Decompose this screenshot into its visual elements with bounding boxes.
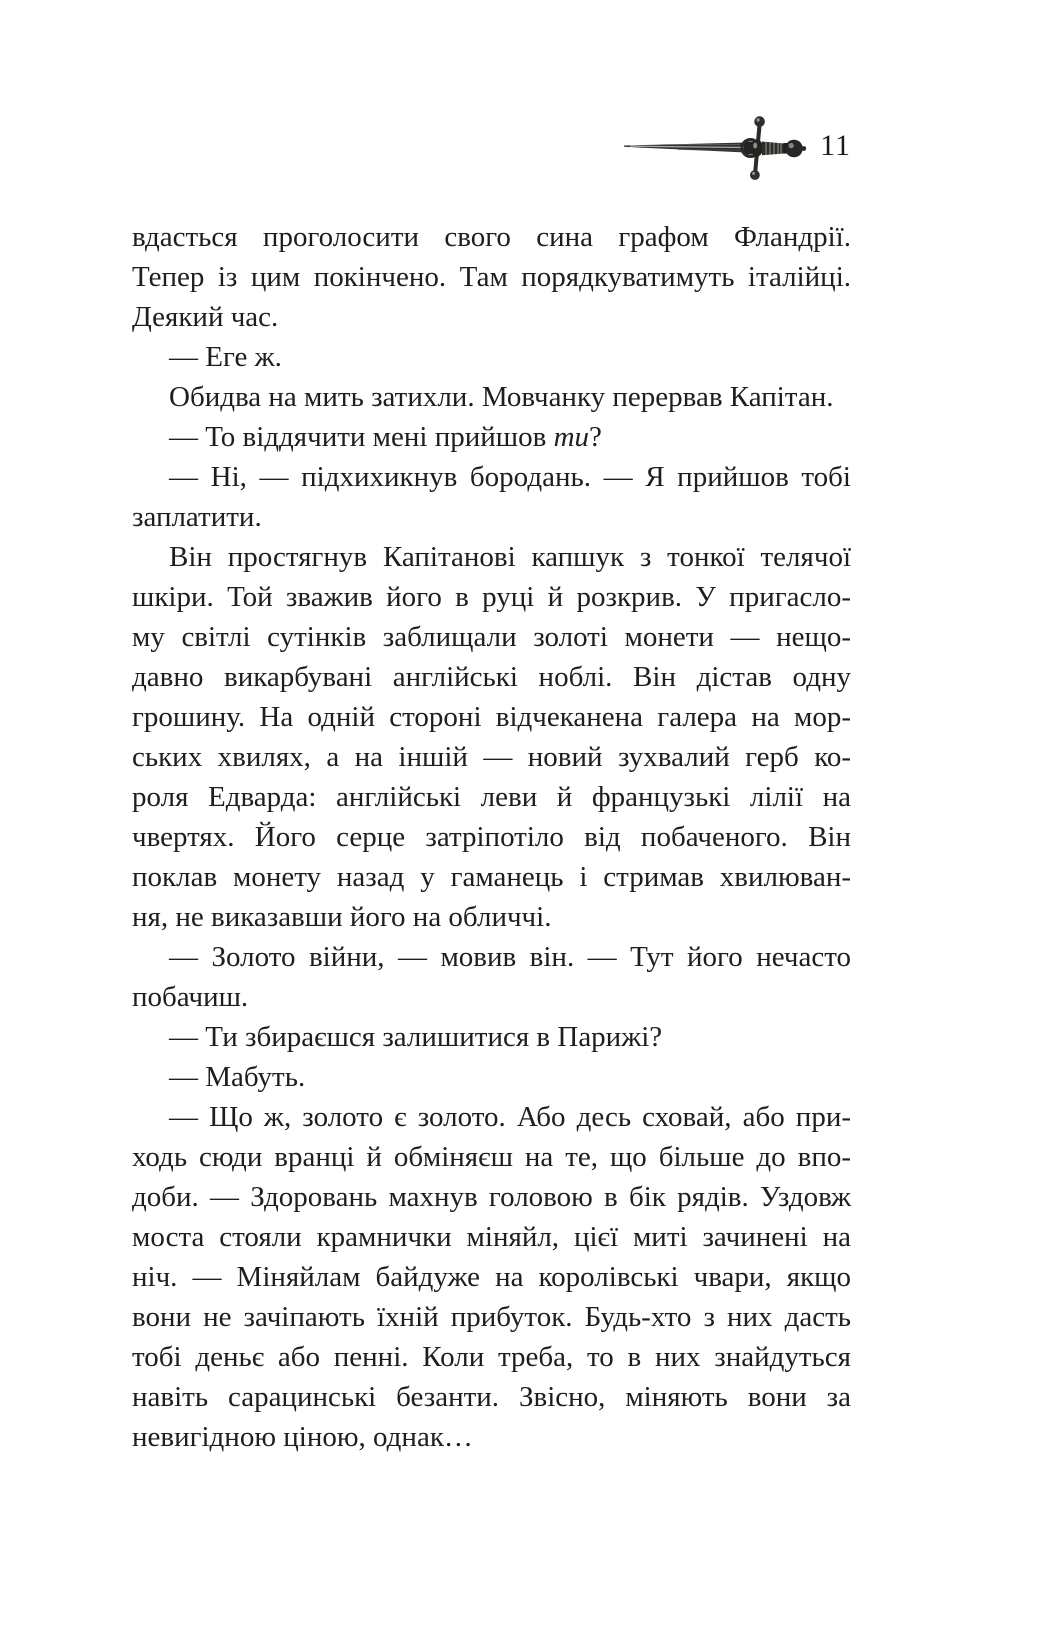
text-line	[132, 1257, 851, 1297]
text-line	[132, 1297, 851, 1337]
page-number: 11	[820, 129, 851, 162]
text-segment: чвертях. Його серце затріпотіло від побаченого. Він	[132, 821, 851, 853]
text-segment: му світлі сутінків заблищали золоті монети — нещо-	[132, 621, 851, 653]
paragraph	[132, 377, 851, 417]
text-segment: ?	[589, 421, 602, 453]
text-segment: тобі деньє або пенні. Коли треба, то в них знайдуться	[132, 1341, 851, 1373]
text-line	[132, 857, 851, 897]
text-segment: — Золото війни, — мовив він. — Тут його нечасто	[169, 941, 851, 973]
text-line	[132, 1017, 851, 1057]
text-line	[132, 217, 851, 257]
text-line	[132, 1057, 851, 1097]
text-line	[132, 937, 851, 977]
paragraph	[132, 217, 851, 337]
text-line	[132, 817, 851, 857]
text-segment: Обидва на мить затихли. Мовчанку перервав Капітан.	[169, 381, 834, 413]
text-line	[132, 537, 851, 577]
text-line	[132, 297, 851, 337]
paragraph	[132, 457, 851, 537]
text-segment: ходь сюди вранці й обміняєш на те, що більше до впо-	[132, 1141, 851, 1173]
text-line	[132, 1377, 851, 1417]
text-segment: роля Едварда: англійські леви й французькі лілії на	[132, 781, 851, 813]
text-line	[132, 657, 851, 697]
text-line	[132, 577, 851, 617]
page-text	[132, 217, 851, 1457]
text-segment: — Еге ж.	[169, 341, 282, 373]
text-segment: шкіри. Той зважив його в руці й розкрив. У пригасло-	[132, 581, 851, 613]
text-segment: навіть сарацинські безанти. Звісно, міняють вони за	[132, 1381, 851, 1413]
text-segment: — Ні, — підхихикнув бородань. — Я прийшов тобі	[169, 461, 851, 493]
text-segment: — То віддячити мені прийшов	[169, 421, 554, 453]
text-segment: вдасться проголосити свого сина графом Фландрії.	[132, 221, 851, 253]
text-segment: вони не зачіпають їхній прибуток. Будь-хто з них дасть	[132, 1301, 851, 1333]
text-segment: — Ти збираєшся залишитися в Парижі?	[169, 1021, 663, 1053]
text-line	[132, 497, 851, 537]
text-segment: поклав монету назад у гаманець і стримав хвилюван-	[132, 861, 851, 893]
text-line	[132, 737, 851, 777]
text-line	[132, 1097, 851, 1137]
text-line	[132, 777, 851, 817]
text-line	[132, 1137, 851, 1177]
text-segment: давно викарбувані англійські ноблі. Він дістав одну	[132, 661, 851, 693]
text-line	[132, 897, 851, 937]
text-segment: — Що ж, золото є золото. Або десь сховай, або при-	[169, 1101, 851, 1133]
text-line	[132, 697, 851, 737]
text-line	[132, 1177, 851, 1217]
text-segment: побачиш.	[132, 981, 249, 1013]
text-line	[132, 457, 851, 497]
paragraph	[132, 337, 851, 377]
text-line	[132, 617, 851, 657]
paragraph	[132, 1017, 851, 1057]
text-line	[132, 1417, 851, 1457]
italic-text: ти	[553, 421, 590, 453]
text-segment: Тепер із цим покінчено. Там порядкуватимуть італійці.	[132, 261, 851, 293]
paragraph	[132, 417, 851, 457]
text-line	[132, 1217, 851, 1257]
paragraph	[132, 537, 851, 937]
text-segment: невигідною ціною, однак…	[132, 1421, 473, 1453]
text-line	[132, 337, 851, 377]
text-segment: доби. — Здоровань махнув головою в бік рядів. Уздовж	[132, 1181, 851, 1213]
text-segment: ських хвилях, а на іншій — новий зухвалий герб ко-	[132, 741, 851, 773]
text-segment: заплатити.	[132, 501, 262, 533]
text-line	[132, 1337, 851, 1377]
text-line	[132, 977, 851, 1017]
text-segment: Він простягнув Капітанові капшук з тонкої телячої	[169, 541, 851, 573]
text-segment: Деякий час.	[132, 301, 279, 333]
paragraph	[132, 1097, 851, 1457]
text-line	[132, 417, 851, 457]
text-segment: ніч. — Міняйлам байдуже на королівські чвари, якщо	[132, 1261, 851, 1293]
text-segment: моста стояли крамнички міняйл, цієї миті зачинені на	[132, 1221, 851, 1253]
paragraph	[132, 937, 851, 1017]
text-line	[132, 377, 851, 417]
text-line	[132, 257, 851, 297]
text-segment: — Мабуть.	[169, 1061, 306, 1093]
paragraph	[132, 1057, 851, 1097]
text-segment: ня, не виказавши його на обличчі.	[132, 901, 552, 933]
text-segment: грошину. На одній стороні відчеканена галера на мор-	[132, 701, 851, 733]
